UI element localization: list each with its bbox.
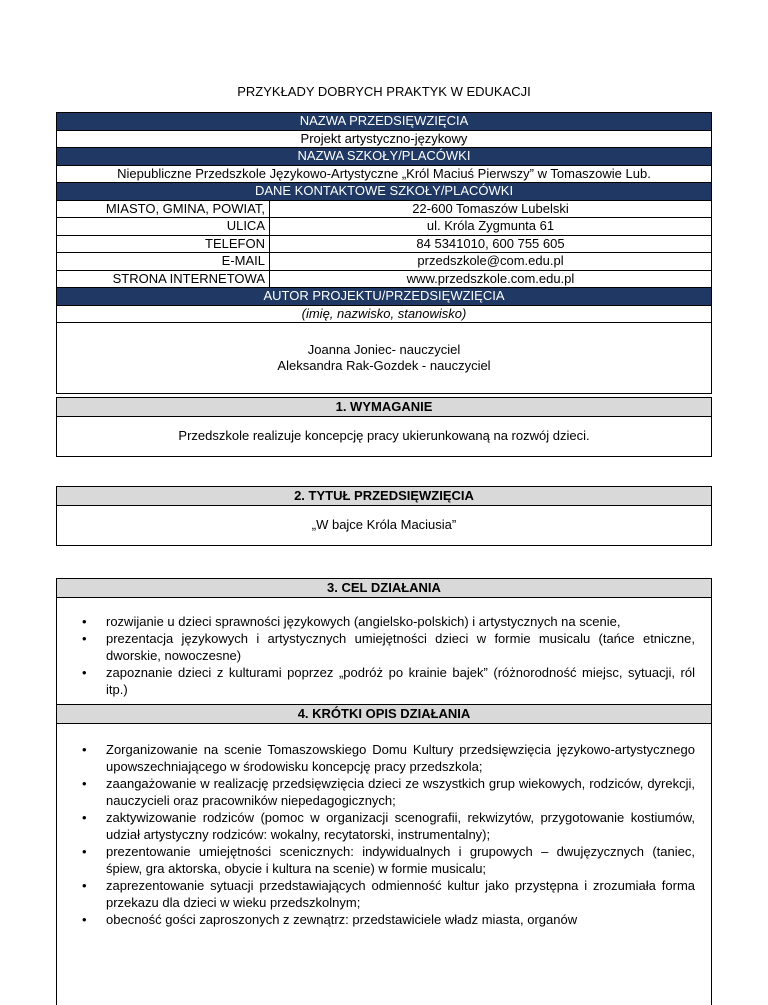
section-goal-title: 3. CEL DZIAŁANIA: [57, 579, 711, 598]
street-value: ul. Króla Zygmunta 61: [270, 218, 712, 236]
phone-label: TELEFON: [57, 235, 270, 253]
goal-item: • rozwijanie u dzieci sprawności językowych (angielsko-polskich) i artystycznych na scenie,: [106, 613, 695, 630]
author-header: AUTOR PROJEKTU/PRZEDSIĘWZIĘCIA: [57, 288, 712, 306]
description-item: • zaangażowanie w realizację przedsięwzięcia dzieci ze wszystkich grup wiekowych, rodziców, dyrekcji, nauczycieli oraz pracowników niepedagogicznych;: [106, 775, 695, 809]
school-name-header: NAZWA SZKOŁY/PLACÓWKI: [57, 148, 712, 166]
goal-list: [57, 598, 711, 698]
description-item: • zaktywizowanie rodziców (pomoc w organizacji scenografii, rekwizytów, przygotowanie kostiumów, udział artystyczny rodziców: wokalny, recytatorski, instrumentalny);: [106, 809, 695, 843]
description-item: • zaprezentowanie sytuacji przedstawiających odmienność kultur jako przystępna i zrozumiała forma przekazu dla dzieci w wieku przedszkolnym;: [106, 877, 695, 911]
project-info-table: [56, 112, 712, 394]
section-title: [56, 486, 712, 546]
author-2: Aleksandra Rak-Gozdek - nauczyciel: [277, 358, 491, 373]
section-description: [56, 704, 712, 1005]
description-list: [57, 724, 711, 928]
contact-header: DANE KONTAKTOWE SZKOŁY/PLACÓWKI: [57, 183, 712, 201]
project-name: Projekt artystyczno-językowy: [57, 130, 712, 148]
goal-item: • prezentacja językowych i artystycznych umiejętności dzieci w formie musicalu (tańce etniczne, dworskie, nowoczesne): [106, 630, 695, 664]
email-value[interactable]: przedszkole@com.edu.pl: [270, 253, 712, 271]
website-label: STRONA INTERNETOWA: [57, 270, 270, 288]
author-subheader: (imię, nazwisko, stanowisko): [57, 305, 712, 323]
section-title-text: „W bajce Króla Maciusia”: [311, 517, 457, 532]
page-title: PRZYKŁADY DOBRYCH PRAKTYK W EDUKACJI: [237, 84, 531, 99]
email-label: E-MAIL: [57, 253, 270, 271]
description-item: • prezentowanie umiejętności scenicznych: indywidualnych i grupowych – dwujęzycznych (taniec, śpiew, gra aktorska, obycie i kultura na scenie) w formie musicalu;: [106, 843, 695, 877]
description-item: • Zorganizowanie na scenie Tomaszowskiego Domu Kultury przedsięwzięcia językowo-artystycznego upowszechniającego w środowisku koncepcję pracy przedszkola;: [106, 741, 695, 775]
description-item: • obecność gości zaproszonych z zewnątrz: przedstawiciele władz miasta, organów: [106, 911, 695, 928]
section-requirement: [56, 397, 712, 457]
authors-cell: [57, 323, 712, 394]
city-value: 22-600 Tomaszów Lubelski: [270, 200, 712, 218]
website-value[interactable]: www.przedszkole.com.edu.pl: [270, 270, 712, 288]
goal-item: • zapoznanie dzieci z kulturami poprzez „podróż po krainie bajek” (różnorodność miejsc, sytuacji, ról itp.): [106, 664, 695, 698]
section-requirement-text: Przedszkole realizuje koncepcję pracy ukierunkowaną na rozwój dzieci.: [178, 428, 590, 443]
section-description-title: 4. KRÓTKI OPIS DZIAŁANIA: [57, 705, 711, 724]
section-requirement-title: 1. WYMAGANIE: [57, 398, 711, 417]
school-name: Niepubliczne Przedszkole Językowo-Artystyczne „Król Maciuś Pierwszy” w Tomaszowie Lub.: [57, 165, 712, 183]
author-1: Joanna Joniec- nauczyciel: [307, 341, 461, 357]
street-label: ULICA: [57, 218, 270, 236]
project-name-header: NAZWA PRZEDSIĘWZIĘCIA: [57, 113, 712, 131]
section-goal: [56, 578, 712, 706]
city-label: MIASTO, GMINA, POWIAT,: [57, 200, 270, 218]
section-title-title: 2. TYTUŁ PRZEDSIĘWZIĘCIA: [57, 487, 711, 506]
phone-value: 84 5341010, 600 755 605: [270, 235, 712, 253]
